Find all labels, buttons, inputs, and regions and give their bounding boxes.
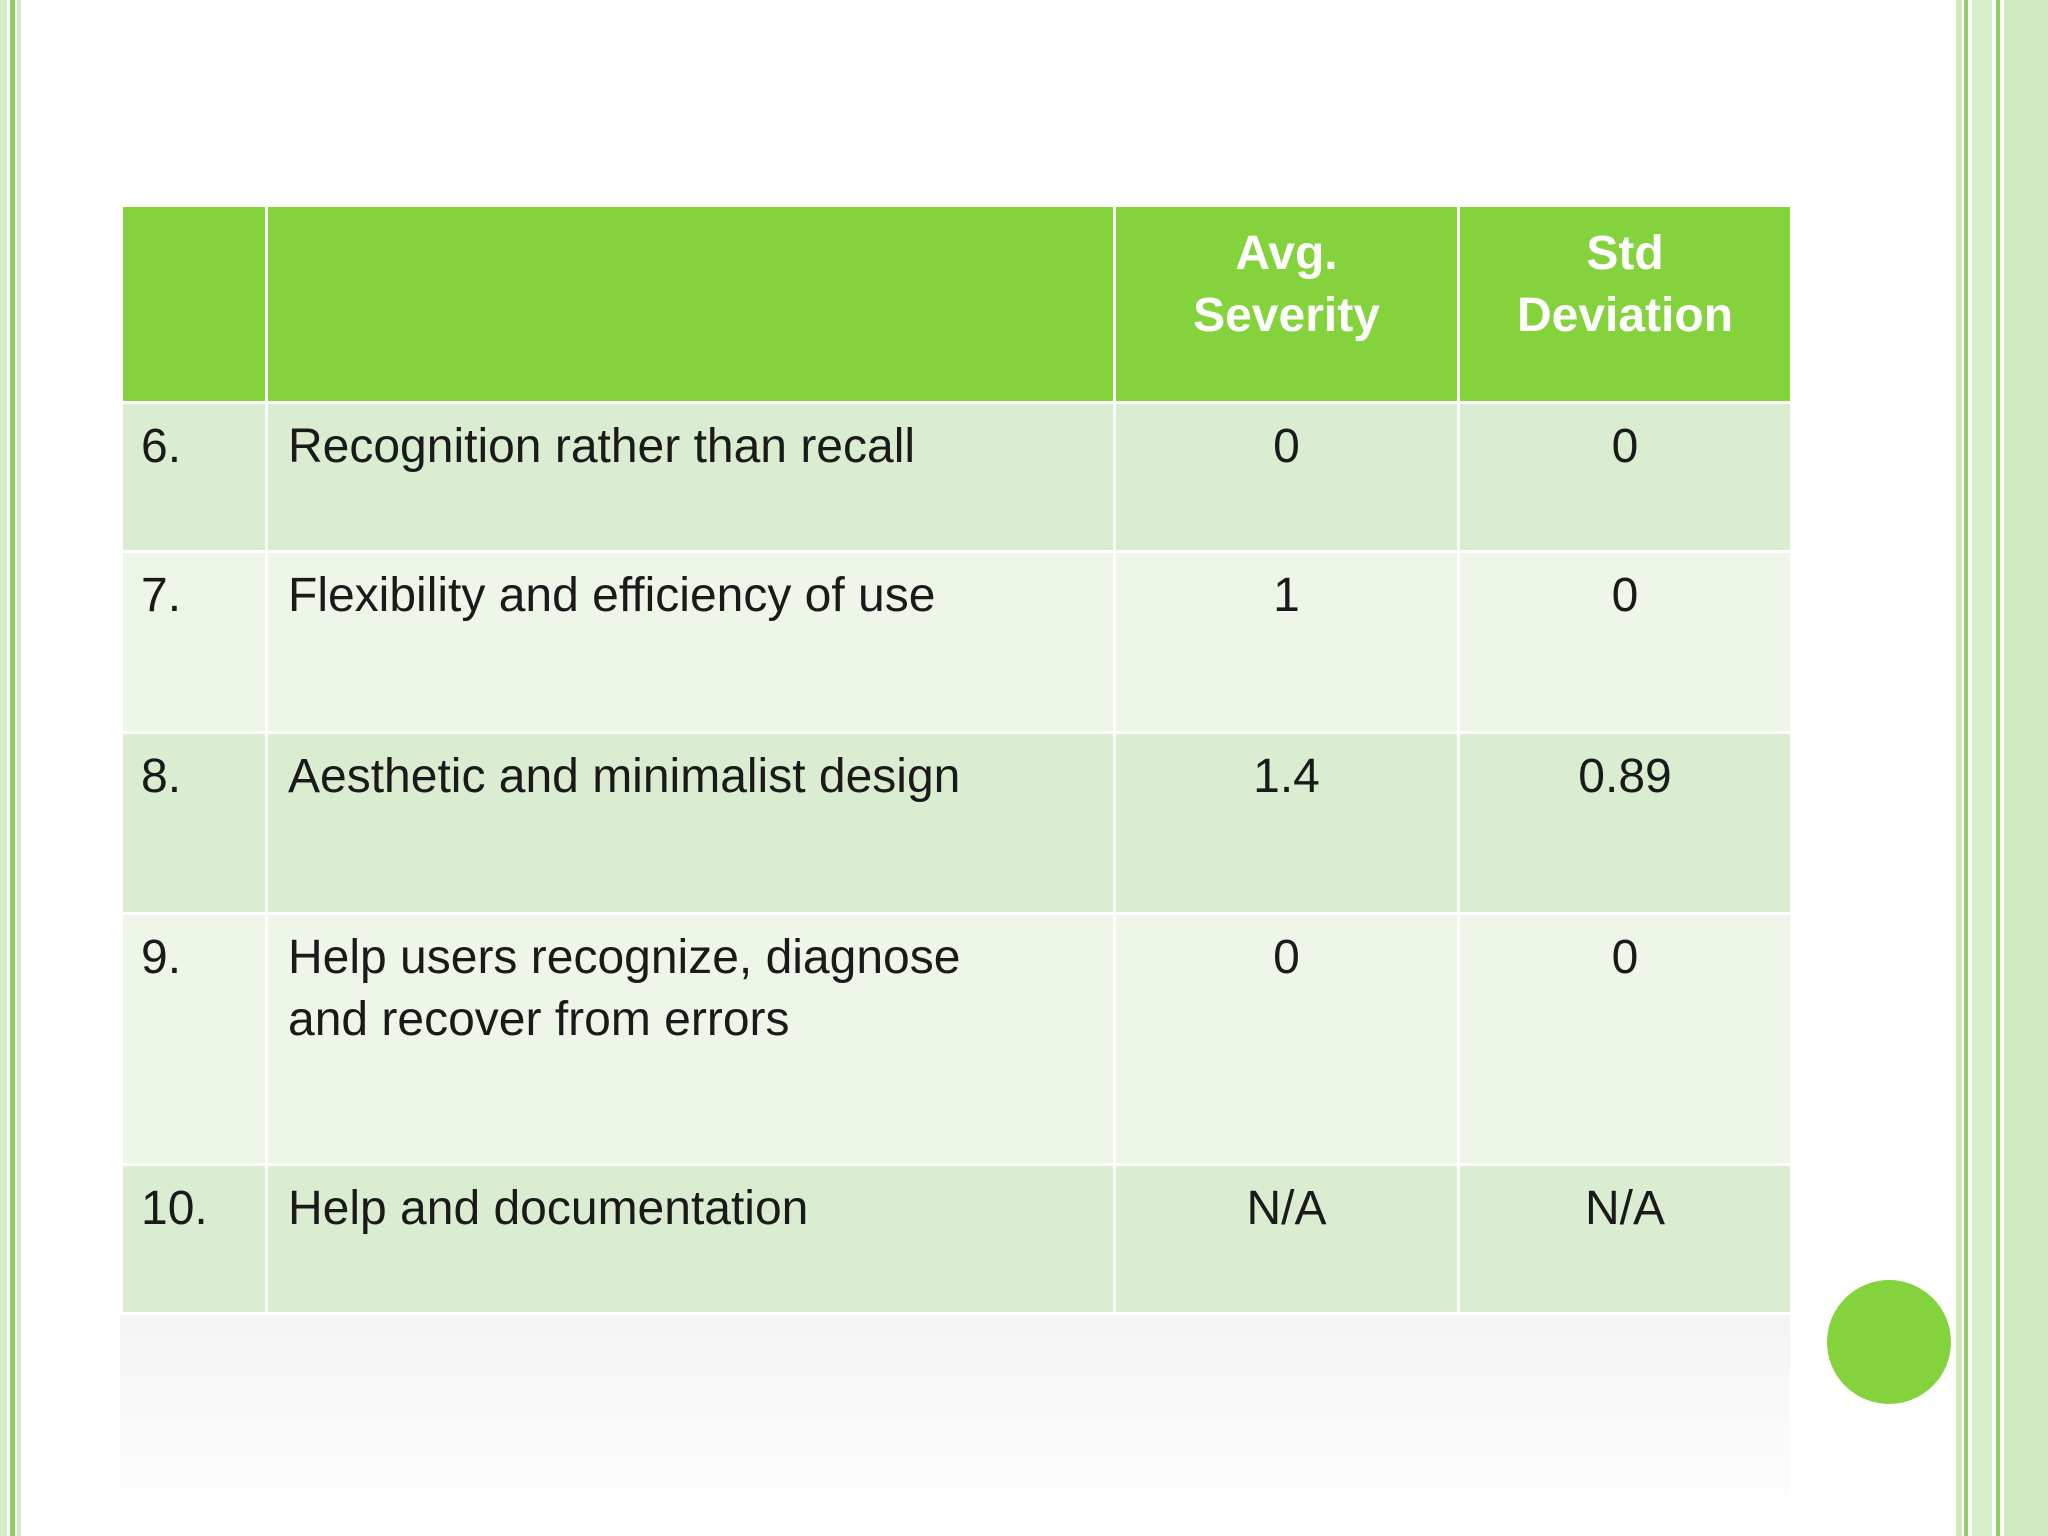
row-number: 7. xyxy=(122,552,267,733)
row-number: 10. xyxy=(122,1165,267,1314)
left-stripe xyxy=(0,0,7,1536)
avg-severity-value: 1.4 xyxy=(1115,733,1459,914)
table-row xyxy=(122,914,1792,1165)
right-decorative-border xyxy=(1956,0,2048,1536)
row-number: 6. xyxy=(122,403,267,552)
table-row xyxy=(122,403,1792,552)
header-number xyxy=(122,206,267,403)
right-stripe xyxy=(1996,0,2000,1536)
table-header-row xyxy=(122,206,1792,403)
avg-severity-value: 1 xyxy=(1115,552,1459,733)
header-std-deviation: Std Deviation xyxy=(1459,206,1792,403)
avg-severity-value: 0 xyxy=(1115,914,1459,1165)
header-avg-severity: Avg. Severity xyxy=(1115,206,1459,403)
right-stripe xyxy=(1956,0,1962,1536)
left-stripe xyxy=(17,0,21,1536)
table-row xyxy=(122,733,1792,914)
left-stripe xyxy=(10,0,15,1536)
row-number: 9. xyxy=(122,914,267,1165)
std-deviation-value: 0 xyxy=(1459,552,1792,733)
right-stripe xyxy=(1972,0,1992,1536)
std-deviation-value: 0 xyxy=(1459,914,1792,1165)
heuristic-name: Recognition rather than recall xyxy=(267,403,1115,552)
avg-severity-value: N/A xyxy=(1115,1165,1459,1314)
heuristic-name: Help users recognize, diagnose and recover from errors xyxy=(267,914,1115,1165)
std-deviation-value: N/A xyxy=(1459,1165,1792,1314)
heuristic-name: Flexibility and efficiency of use xyxy=(267,552,1115,733)
row-number: 8. xyxy=(122,733,267,914)
std-deviation-value: 0.89 xyxy=(1459,733,1792,914)
right-stripe xyxy=(1964,0,1968,1536)
decorative-circle xyxy=(1827,1280,1951,1404)
heuristic-name: Help and documentation xyxy=(267,1165,1115,1314)
table-shadow xyxy=(120,1306,1790,1536)
header-heuristic xyxy=(267,206,1115,403)
left-decorative-border xyxy=(0,0,24,1536)
std-deviation-value: 0 xyxy=(1459,403,1792,552)
severity-table xyxy=(120,204,1793,1315)
table-row xyxy=(122,552,1792,733)
table-row xyxy=(122,1165,1792,1314)
heuristic-name: Aesthetic and minimalist design xyxy=(267,733,1115,914)
right-stripe xyxy=(2004,0,2048,1536)
avg-severity-value: 0 xyxy=(1115,403,1459,552)
